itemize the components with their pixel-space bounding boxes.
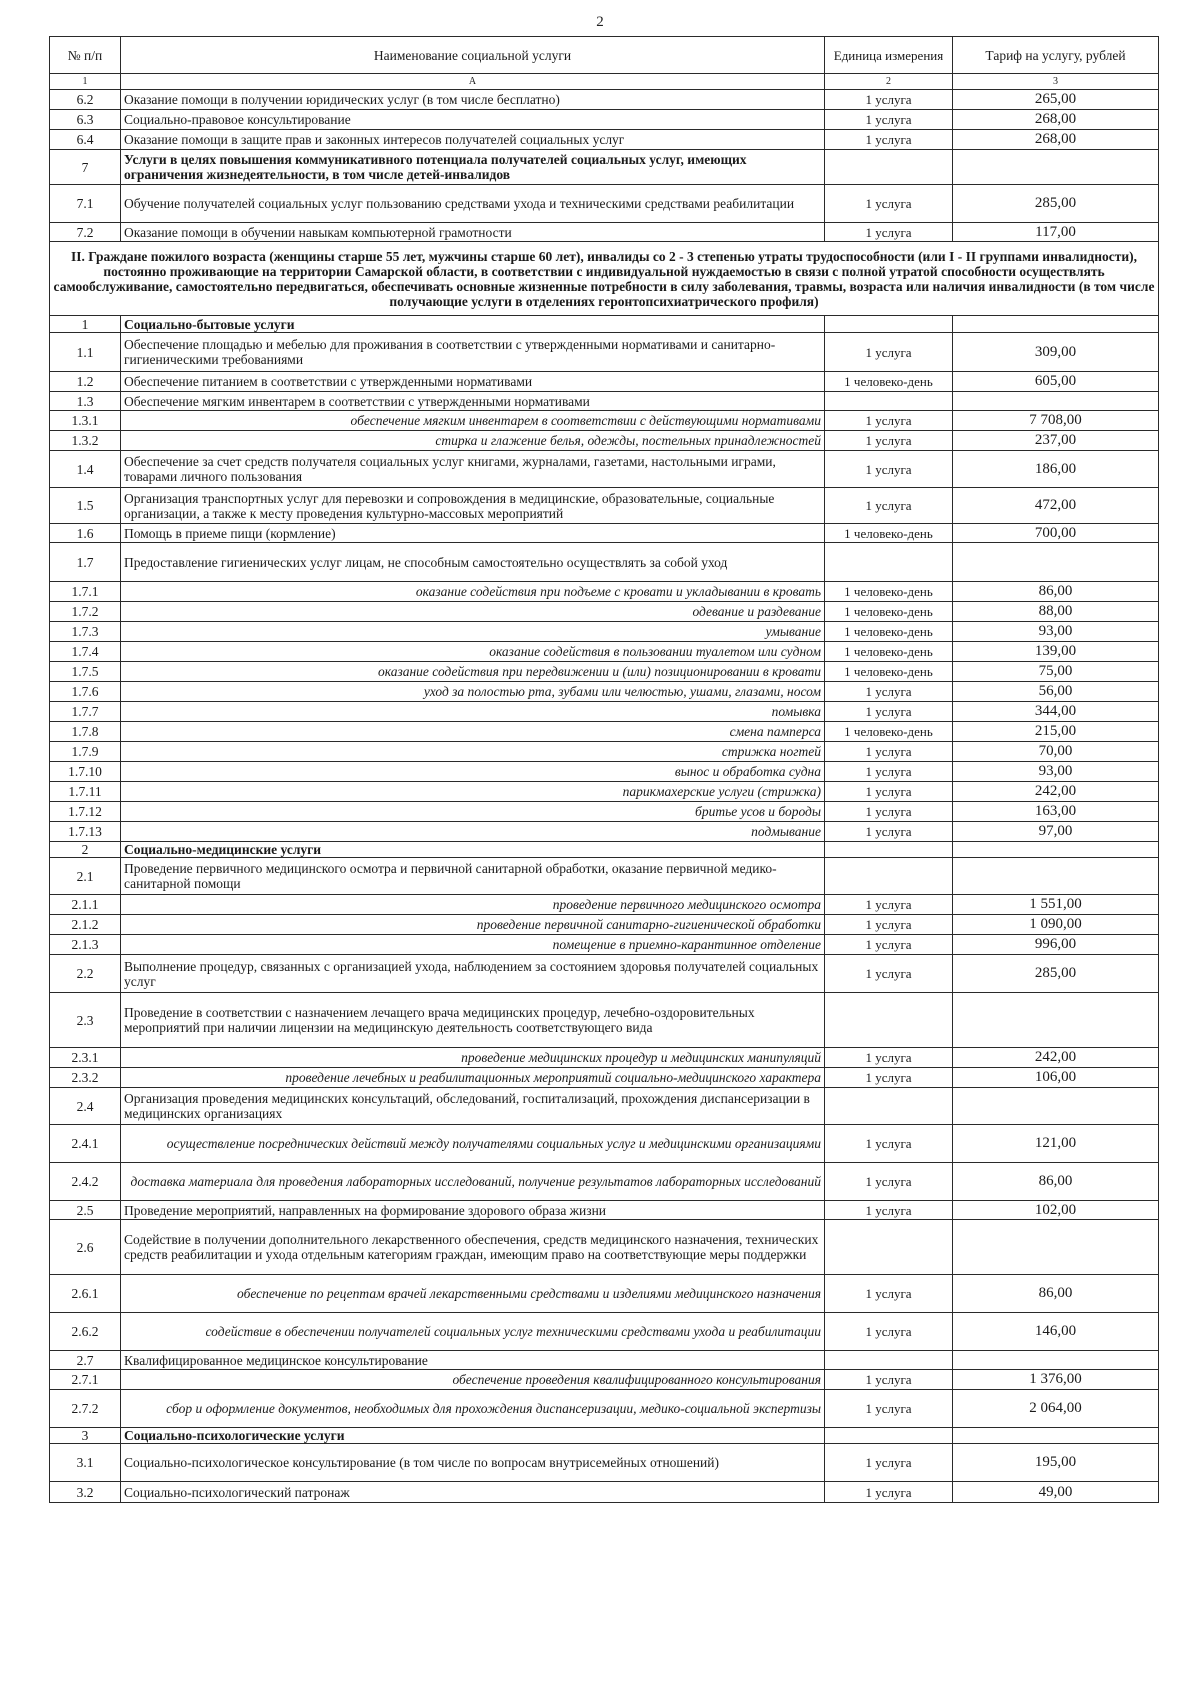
service-name: Проведение мероприятий, направленных на формирование здорового образа жизни (121, 1201, 825, 1220)
service-name: стрижка ногтей (121, 742, 825, 762)
service-name: Социально-психологический патронаж (121, 1482, 825, 1503)
service-name: помывка (121, 702, 825, 722)
tariff-price (953, 1088, 1159, 1125)
tariff-price: 1 376,00 (953, 1370, 1159, 1390)
unit-of-measure: 1 услуга (825, 130, 953, 150)
tariff-price: 97,00 (953, 822, 1159, 842)
service-name: парикмахерские услуги (стрижка) (121, 782, 825, 802)
row-number: 2.7 (50, 1351, 121, 1370)
tariff-price: 605,00 (953, 372, 1159, 392)
service-name: стирка и глажение белья, одежды, постельных принадлежностей (121, 431, 825, 451)
unit-of-measure: 1 человеко-день (825, 582, 953, 602)
service-name: Обучение получателей социальных услуг пользованию средствами ухода и техническими средствами реабилитации (121, 185, 825, 223)
row-number: 1.3 (50, 392, 121, 411)
service-name: смена памперса (121, 722, 825, 742)
row-number: 1.7.1 (50, 582, 121, 602)
table-row (50, 1068, 1159, 1088)
table-row (50, 842, 1159, 858)
tariff-table (49, 36, 1159, 1503)
tariff-price: 1 551,00 (953, 895, 1159, 915)
unit-of-measure: 1 услуга (825, 1482, 953, 1503)
table-row (50, 130, 1159, 150)
unit-of-measure: 1 услуга (825, 742, 953, 762)
service-name: Обеспечение мягким инвентарем в соответствии с утвержденными нормативами (121, 392, 825, 411)
index-cell: 3 (953, 74, 1159, 90)
tariff-price: 215,00 (953, 722, 1159, 742)
table-row (50, 1201, 1159, 1220)
row-number: 2.1.2 (50, 915, 121, 935)
unit-of-measure: 1 услуга (825, 915, 953, 935)
table-row (50, 935, 1159, 955)
tariff-price: 102,00 (953, 1201, 1159, 1220)
row-number: 2.1.3 (50, 935, 121, 955)
table-header-row (50, 37, 1159, 74)
service-name: проведение первичного медицинского осмотра (121, 895, 825, 915)
service-name: одевание и раздевание (121, 602, 825, 622)
service-name: Организация транспортных услуг для перевозки и сопровождения в медицинские, образовательные, социальные организации, а также к месту проведения культурно-массовых мероприятий (121, 488, 825, 524)
unit-of-measure: 1 услуга (825, 90, 953, 110)
unit-of-measure: 1 человеко-день (825, 662, 953, 682)
tariff-price (953, 316, 1159, 333)
row-number: 1.7.3 (50, 622, 121, 642)
unit-of-measure (825, 1428, 953, 1444)
table-row (50, 1220, 1159, 1275)
service-name: Социально-бытовые услуги (121, 316, 825, 333)
tariff-price: 285,00 (953, 185, 1159, 223)
tariff-price: 93,00 (953, 762, 1159, 782)
tariff-price: 70,00 (953, 742, 1159, 762)
tariff-price: 996,00 (953, 935, 1159, 955)
row-number: 2 (50, 842, 121, 858)
unit-of-measure: 1 услуга (825, 1068, 953, 1088)
table-row (50, 702, 1159, 722)
service-name: осуществление посреднических действий между получателями социальных услуг и медицинскими организациями (121, 1125, 825, 1163)
table-row (50, 316, 1159, 333)
unit-of-measure: 1 услуга (825, 1390, 953, 1428)
table-row (50, 682, 1159, 702)
service-name: проведение лечебных и реабилитационных мероприятий социально-медицинского характера (121, 1068, 825, 1088)
table-row (50, 333, 1159, 372)
rows-group-top (50, 90, 1159, 242)
row-number: 1.7.7 (50, 702, 121, 722)
unit-of-measure (825, 150, 953, 185)
service-name: Предоставление гигиенических услуг лицам, не способным самостоятельно осуществлять за собой уход (121, 543, 825, 582)
unit-of-measure: 1 услуга (825, 702, 953, 722)
service-name: сбор и оформление документов, необходимых для прохождения диспансеризации, медико-социальной экспертизы (121, 1390, 825, 1428)
table-row (50, 431, 1159, 451)
tariff-price: 49,00 (953, 1482, 1159, 1503)
tariff-price: 93,00 (953, 622, 1159, 642)
service-name: обеспечение по рецептам врачей лекарственными средствами и изделиями медицинского назначения (121, 1275, 825, 1313)
table-row (50, 1048, 1159, 1068)
table-row (50, 150, 1159, 185)
service-name: Организация проведения медицинских консультаций, обследований, госпитализаций, прохождения диспансеризации в медицинских организациях (121, 1088, 825, 1125)
row-number: 2.2 (50, 955, 121, 993)
rows-group-bottom (50, 316, 1159, 1503)
table-row (50, 1275, 1159, 1313)
tariff-price: 86,00 (953, 582, 1159, 602)
table-row (50, 1088, 1159, 1125)
unit-of-measure: 1 услуга (825, 1125, 953, 1163)
service-name: проведение первичной санитарно-гигиенической обработки (121, 915, 825, 935)
tariff-price: 195,00 (953, 1444, 1159, 1482)
unit-of-measure: 1 услуга (825, 782, 953, 802)
service-name: Услуги в целях повышения коммуникативного потенциала получателей социальных услуг, имеющих ограничения жизнедеятельности, в том числе детей-инвалидов (121, 150, 825, 185)
table-row (50, 1370, 1159, 1390)
unit-of-measure (825, 1088, 953, 1125)
row-number: 2.3.2 (50, 1068, 121, 1088)
index-cell: 1 (50, 74, 121, 90)
service-name: оказание содействия при подъеме с кровати и укладывании в кровать (121, 582, 825, 602)
unit-of-measure: 1 услуга (825, 1275, 953, 1313)
page-number: 2 (596, 14, 604, 30)
header-num: № п/п (50, 37, 121, 74)
row-number: 1.3.2 (50, 431, 121, 451)
tariff-price: 146,00 (953, 1313, 1159, 1351)
table-row (50, 411, 1159, 431)
unit-of-measure: 1 услуга (825, 895, 953, 915)
unit-of-measure: 1 услуга (825, 762, 953, 782)
tariff-price: 1 090,00 (953, 915, 1159, 935)
service-name: обеспечение мягким инвентарем в соответствии с действующими нормативами (121, 411, 825, 431)
row-number: 3 (50, 1428, 121, 1444)
tariff-price (953, 842, 1159, 858)
unit-of-measure: 1 услуга (825, 110, 953, 130)
table-row (50, 602, 1159, 622)
index-cell: А (121, 74, 825, 90)
unit-of-measure (825, 993, 953, 1048)
header-name: Наименование социальной услуги (121, 37, 825, 74)
row-number: 1.7.6 (50, 682, 121, 702)
service-name: проведение медицинских процедур и медицинских манипуляций (121, 1048, 825, 1068)
section-title-row (50, 242, 1159, 316)
service-name: подмывание (121, 822, 825, 842)
row-number: 2.4.1 (50, 1125, 121, 1163)
row-number: 1.7.4 (50, 642, 121, 662)
tariff-price: 186,00 (953, 451, 1159, 488)
row-number: 6.3 (50, 110, 121, 130)
tariff-price: 265,00 (953, 90, 1159, 110)
table-row (50, 1482, 1159, 1503)
tariff-price: 75,00 (953, 662, 1159, 682)
table-row (50, 762, 1159, 782)
row-number: 7 (50, 150, 121, 185)
service-name: обеспечение проведения квалифицированного консультирования (121, 1370, 825, 1390)
tariff-price (953, 1351, 1159, 1370)
tariff-price (953, 543, 1159, 582)
unit-of-measure: 1 услуга (825, 333, 953, 372)
service-name: оказание содействия при передвижении и (или) позиционировании в кровати (121, 662, 825, 682)
table-row (50, 1428, 1159, 1444)
table-row (50, 524, 1159, 543)
service-name: содействие в обеспечении получателей социальных услуг техническими средствами ухода и реабилитации (121, 1313, 825, 1351)
table-row (50, 582, 1159, 602)
table-row (50, 622, 1159, 642)
unit-of-measure: 1 услуга (825, 411, 953, 431)
table-row (50, 90, 1159, 110)
unit-of-measure: 1 услуга (825, 955, 953, 993)
table-row (50, 1163, 1159, 1201)
unit-of-measure: 1 услуга (825, 1313, 953, 1351)
tariff-price: 88,00 (953, 602, 1159, 622)
tariff-price: 242,00 (953, 1048, 1159, 1068)
table-row (50, 1351, 1159, 1370)
header-unit: Единица измерения (825, 37, 953, 74)
tariff-price (953, 150, 1159, 185)
table-row (50, 110, 1159, 130)
row-number: 2.4.2 (50, 1163, 121, 1201)
unit-of-measure (825, 858, 953, 895)
tariff-price (953, 858, 1159, 895)
row-number: 1.5 (50, 488, 121, 524)
tariff-price (953, 1428, 1159, 1444)
table-row (50, 802, 1159, 822)
tariff-price: 268,00 (953, 130, 1159, 150)
service-name: Проведение в соответствии с назначением лечащего врача медицинских процедур, лечебно-оздоровительных мероприятий при наличии лицензии на медицинскую деятельность соответствующего вида (121, 993, 825, 1048)
unit-of-measure: 1 услуга (825, 1048, 953, 1068)
tariff-price: 56,00 (953, 682, 1159, 702)
unit-of-measure: 1 услуга (825, 451, 953, 488)
unit-of-measure: 1 человеко-день (825, 602, 953, 622)
service-name: Социально-психологические услуги (121, 1428, 825, 1444)
table-row (50, 372, 1159, 392)
table-row (50, 993, 1159, 1048)
table-row (50, 915, 1159, 935)
table-row (50, 895, 1159, 915)
table-row (50, 742, 1159, 762)
unit-of-measure (825, 842, 953, 858)
row-number: 1.7 (50, 543, 121, 582)
unit-of-measure: 1 услуга (825, 185, 953, 223)
row-number: 1.2 (50, 372, 121, 392)
service-name: бритье усов и бороды (121, 802, 825, 822)
tariff-price: 344,00 (953, 702, 1159, 722)
row-number: 2.5 (50, 1201, 121, 1220)
service-name: Обеспечение площадью и мебелью для проживания в соответствии с утвержденными нормативами и санитарно-гигиеническими требованиями (121, 333, 825, 372)
table-row (50, 1125, 1159, 1163)
row-number: 1.7.8 (50, 722, 121, 742)
service-name: Оказание помощи в обучении навыкам компьютерной грамотности (121, 223, 825, 242)
tariff-price: 86,00 (953, 1163, 1159, 1201)
service-name: оказание содействия в пользовании туалетом или судном (121, 642, 825, 662)
service-name: уход за полостью рта, зубами или челюстью, ушами, глазами, носом (121, 682, 825, 702)
service-name: доставка материала для проведения лабораторных исследований, получение результатов лабораторных исследований (121, 1163, 825, 1201)
unit-of-measure: 1 услуга (825, 802, 953, 822)
table-row (50, 822, 1159, 842)
table-row (50, 1313, 1159, 1351)
tariff-price: 106,00 (953, 1068, 1159, 1088)
unit-of-measure: 1 услуга (825, 822, 953, 842)
tariff-price: 472,00 (953, 488, 1159, 524)
column-index-row (50, 74, 1159, 90)
tariff-price (953, 1220, 1159, 1275)
unit-of-measure: 1 человеко-день (825, 722, 953, 742)
unit-of-measure (825, 543, 953, 582)
row-number: 2.1.1 (50, 895, 121, 915)
table-row (50, 955, 1159, 993)
row-number: 2.4 (50, 1088, 121, 1125)
service-name: Помощь в приеме пищи (кормление) (121, 524, 825, 543)
unit-of-measure: 1 услуга (825, 223, 953, 242)
tariff-price: 2 064,00 (953, 1390, 1159, 1428)
table-row (50, 858, 1159, 895)
service-name: Социально-психологическое консультирование (в том числе по вопросам внутрисемейных отношений) (121, 1444, 825, 1482)
service-name: Оказание помощи в получении юридических услуг (в том числе бесплатно) (121, 90, 825, 110)
row-number: 1.1 (50, 333, 121, 372)
tariff-price: 242,00 (953, 782, 1159, 802)
header-price: Тариф на услугу, рублей (953, 37, 1159, 74)
row-number: 1.7.13 (50, 822, 121, 842)
row-number: 2.3.1 (50, 1048, 121, 1068)
row-number: 1.7.2 (50, 602, 121, 622)
service-name: Обеспечение за счет средств получателя социальных услуг книгами, журналами, газетами, настольными играми, товарами личного пользования (121, 451, 825, 488)
service-name: умывание (121, 622, 825, 642)
service-name: Квалифицированное медицинское консультирование (121, 1351, 825, 1370)
row-number: 1.7.12 (50, 802, 121, 822)
table-row (50, 451, 1159, 488)
unit-of-measure: 1 услуга (825, 1201, 953, 1220)
service-name: Оказание помощи в защите прав и законных интересов получателей социальных услуг (121, 130, 825, 150)
service-name: Проведение первичного медицинского осмотра и первичной санитарной обработки, оказание первичной медико-санитарной помощи (121, 858, 825, 895)
service-name: Социально-правовое консультирование (121, 110, 825, 130)
table-row (50, 1444, 1159, 1482)
row-number: 2.6.2 (50, 1313, 121, 1351)
row-number: 2.6 (50, 1220, 121, 1275)
row-number: 1.3.1 (50, 411, 121, 431)
row-number: 6.4 (50, 130, 121, 150)
tariff-price: 163,00 (953, 802, 1159, 822)
section-group (50, 242, 1159, 316)
table-row (50, 185, 1159, 223)
unit-of-measure: 1 услуга (825, 935, 953, 955)
row-number: 1.7.9 (50, 742, 121, 762)
unit-of-measure: 1 услуга (825, 431, 953, 451)
index-cell: 2 (825, 74, 953, 90)
tariff-price: 139,00 (953, 642, 1159, 662)
table-row (50, 1390, 1159, 1428)
row-number: 1.7.10 (50, 762, 121, 782)
tariff-price: 237,00 (953, 431, 1159, 451)
service-name: Социально-медицинские услуги (121, 842, 825, 858)
table-row (50, 782, 1159, 802)
service-name: Содействие в получении дополнительного лекарственного обеспечения, средств медицинского назначения, технических средств реабилитации и ухода отдельным категориям граждан, имеющим право на соответствующие меры поддержки (121, 1220, 825, 1275)
unit-of-measure (825, 316, 953, 333)
row-number: 3.1 (50, 1444, 121, 1482)
unit-of-measure: 1 услуга (825, 1444, 953, 1482)
service-name: Обеспечение питанием в соответствии с утвержденными нормативами (121, 372, 825, 392)
table-row (50, 543, 1159, 582)
unit-of-measure: 1 человеко-день (825, 372, 953, 392)
unit-of-measure (825, 392, 953, 411)
row-number: 2.7.1 (50, 1370, 121, 1390)
row-number: 3.2 (50, 1482, 121, 1503)
section-title: II. Граждане пожилого возраста (женщины старше 55 лет, мужчины старше 60 лет), инвалиды со 2 - 3 степенью утраты трудоспособности (или I - II группами инвалидности), постоянно проживающие на территории Самарской области, в соответствии с индивидуальной нуждаемостью в связи с полной утратой способности осуществлять самообслуживание, самостоятельно передвигаться, обеспечивать основные жизненные потребности в силу заболевания, травмы, возраста или наличия инвалидности (в том числе получающие услуги в отделениях геронтопсихиатрического профиля) (50, 242, 1159, 316)
row-number: 2.1 (50, 858, 121, 895)
row-number: 1.7.5 (50, 662, 121, 682)
unit-of-measure: 1 человеко-день (825, 524, 953, 543)
row-number: 2.6.1 (50, 1275, 121, 1313)
unit-of-measure: 1 услуга (825, 682, 953, 702)
row-number: 1.4 (50, 451, 121, 488)
unit-of-measure: 1 услуга (825, 1163, 953, 1201)
tariff-price (953, 993, 1159, 1048)
tariff-price: 285,00 (953, 955, 1159, 993)
service-name: Выполнение процедур, связанных с организацией ухода, наблюдением за состоянием здоровья получателей социальных услуг (121, 955, 825, 993)
row-number: 1 (50, 316, 121, 333)
tariff-price: 86,00 (953, 1275, 1159, 1313)
tariff-price: 309,00 (953, 333, 1159, 372)
tariff-price: 700,00 (953, 524, 1159, 543)
table-row (50, 223, 1159, 242)
row-number: 7.1 (50, 185, 121, 223)
tariff-price (953, 392, 1159, 411)
table-row (50, 662, 1159, 682)
row-number: 1.7.11 (50, 782, 121, 802)
table-row (50, 642, 1159, 662)
service-name: вынос и обработка судна (121, 762, 825, 782)
table-row (50, 392, 1159, 411)
row-number: 7.2 (50, 223, 121, 242)
table-row (50, 722, 1159, 742)
unit-of-measure (825, 1351, 953, 1370)
row-number: 6.2 (50, 90, 121, 110)
row-number: 1.6 (50, 524, 121, 543)
unit-of-measure: 1 услуга (825, 488, 953, 524)
unit-of-measure (825, 1220, 953, 1275)
unit-of-measure: 1 человеко-день (825, 642, 953, 662)
service-name: помещение в приемно-карантинное отделение (121, 935, 825, 955)
row-number: 2.3 (50, 993, 121, 1048)
unit-of-measure: 1 человеко-день (825, 622, 953, 642)
row-number: 2.7.2 (50, 1390, 121, 1428)
tariff-price: 7 708,00 (953, 411, 1159, 431)
tariff-price: 268,00 (953, 110, 1159, 130)
table-row (50, 488, 1159, 524)
tariff-price: 121,00 (953, 1125, 1159, 1163)
tariff-price: 117,00 (953, 223, 1159, 242)
unit-of-measure: 1 услуга (825, 1370, 953, 1390)
